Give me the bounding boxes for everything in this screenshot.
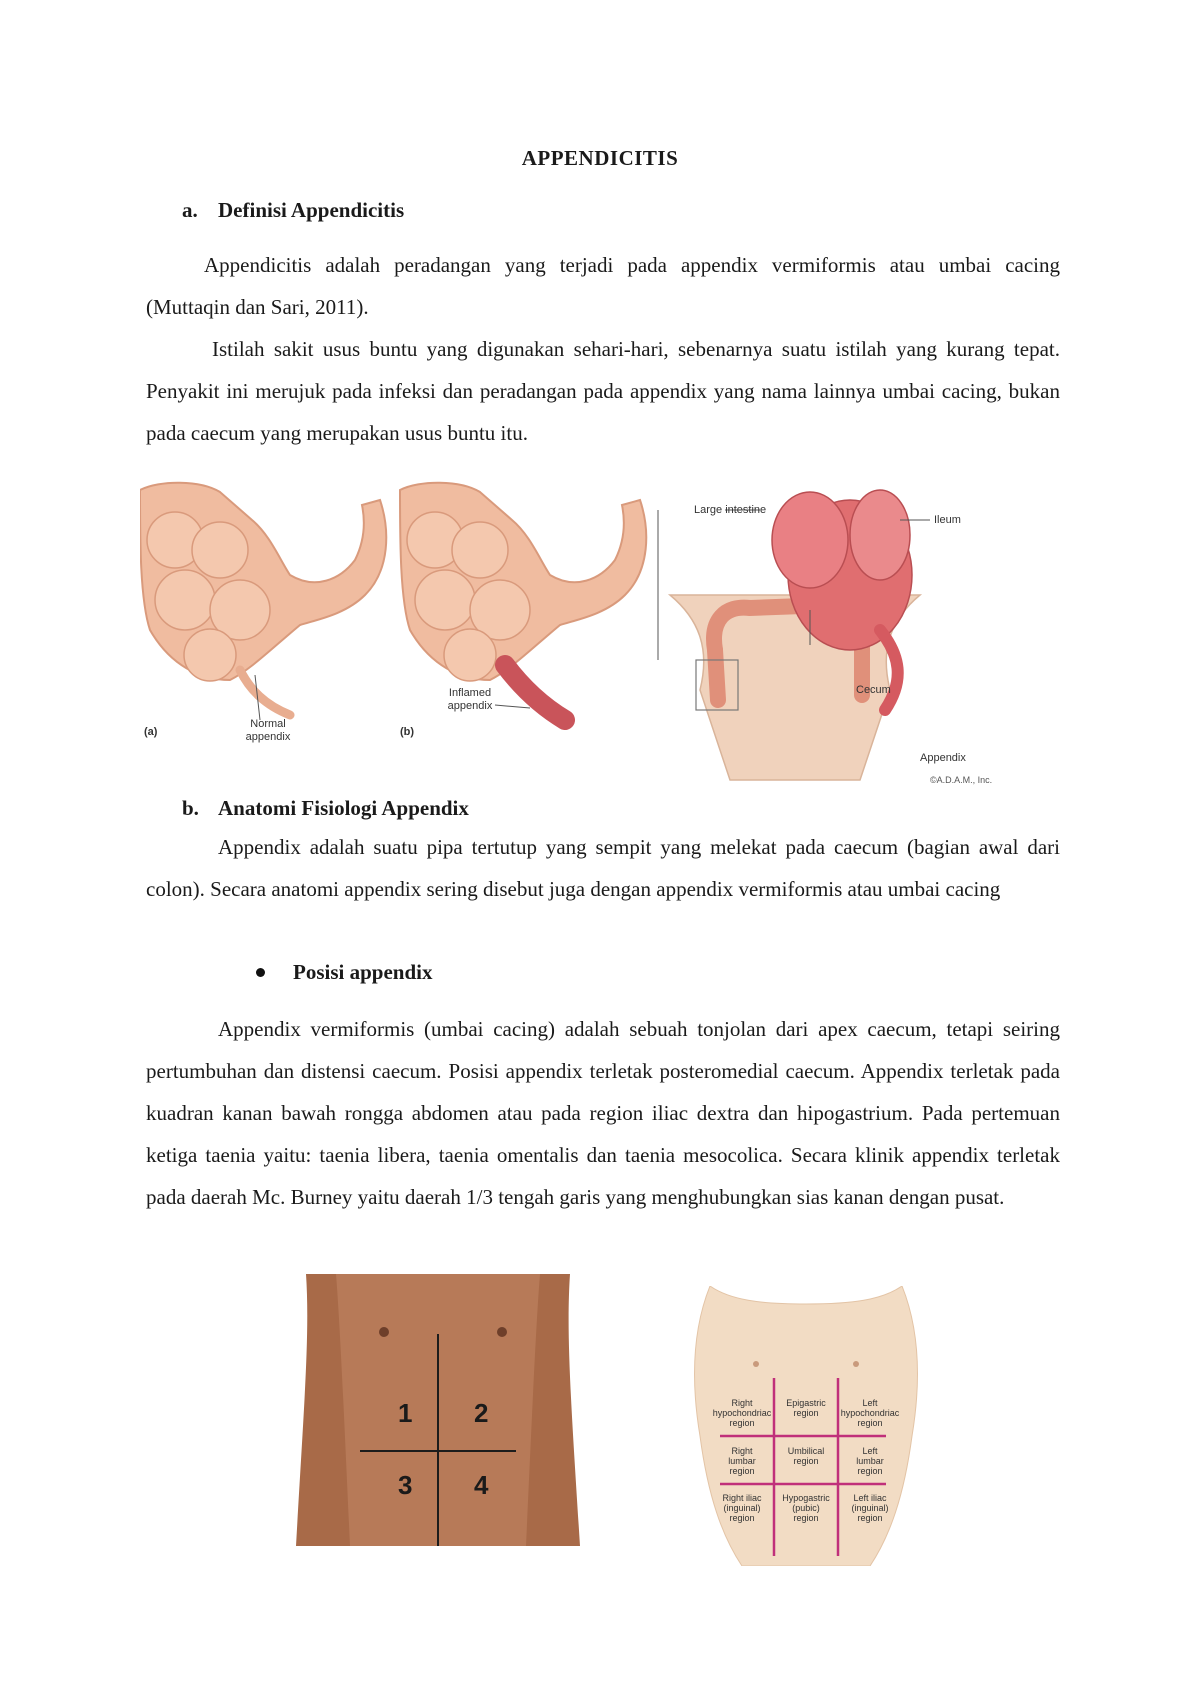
region-label-line: (inguinal) (723, 1503, 761, 1513)
cecum-label: Cecum (856, 684, 891, 696)
abdomen-photo-drawing (296, 1274, 580, 1546)
region-label-line: Left (862, 1398, 878, 1408)
section-b-title: Anatomi Fisiologi Appendix (218, 796, 469, 820)
region-label-line: (pubic) (792, 1503, 820, 1513)
section-a-paragraph-2: Istilah sakit usus buntu yang digunakan sehari-hari, sebenarnya suatu istilah yang kurang tepat. Penyakit ini merujuk pada infeksi dan peradangan pada appendix yang nama lainnya umbai cacing, bukan pada caecum yang merupakan usus buntu itu. (146, 337, 1060, 445)
region-label-line: Right iliac (722, 1493, 762, 1503)
section-a-paragraph-1: Appendicitis adalah peradangan yang terjadi pada appendix vermiformis atau umbai cacing (Muttaqin dan Sari, 2011). (146, 253, 1060, 319)
section-b-label: b. (182, 796, 199, 820)
section-b-paragraph-2: Appendix vermiformis (umbai cacing) adalah sebuah tonjolan dari apex caecum, tetapi seiring pertumbuhan dan distensi caecum. Posisi appendix terletak posteromedial caecum. Appendix terletak pada kuadran kanan bawah rongga abdomen atau pada region iliac dextra dan hipogastrium. Pada pertemuan ketiga taenia yaitu: taenia libera, taenia omentalis dan taenia mesocolica. Secara klinik appendix terletak pada daerah Mc. Burney yaitu daerah 1/3 tengah garis yang menghubungkan sias kanan dengan pusat. (146, 1017, 1060, 1209)
normal-appendix-label (228, 718, 308, 744)
bullet-posisi-appendix (256, 960, 432, 985)
region-label-line: (inguinal) (851, 1503, 889, 1513)
region-label-line: Right (731, 1398, 753, 1408)
page-title: APPENDICITIS (521, 146, 679, 170)
large-intestine-label: Large intestine (694, 504, 767, 516)
region-label-line: Hypogastric (782, 1493, 830, 1503)
figure-credit: ©A.D.A.M., Inc. (930, 775, 993, 785)
region-label-line: region (729, 1513, 755, 1523)
normal-appendix-label-line2: appendix (245, 731, 291, 743)
inflamed-appendix-label-line2: appendix (447, 700, 493, 712)
region-label (710, 1493, 774, 1523)
region-label-line: Right (731, 1446, 753, 1456)
normal-appendix-label-line1: Normal (250, 718, 286, 730)
region-label-line: lumbar (728, 1456, 756, 1466)
panel-a-tag: (a) (144, 726, 158, 738)
section-b-paragraph-1: Appendix adalah suatu pipa tertutup yang sempit yang melekat pada caecum (bagian awal dari colon). Secara anatomi appendix sering disebut juga dengan appendix vermiformis atau umbai cacing (146, 835, 1060, 901)
quadrant-2: 2 (474, 1398, 489, 1428)
inflamed-appendix-label (430, 687, 510, 713)
region-label-line: Epigastric (786, 1398, 826, 1408)
region-label (838, 1493, 902, 1523)
torso-colon-drawing (658, 490, 930, 780)
region-label-line: region (793, 1513, 819, 1523)
region-label (774, 1446, 838, 1466)
abdominal-quadrants-figure (296, 1274, 580, 1546)
quadrant-3: 3 (398, 1470, 413, 1500)
region-label-line: region (729, 1466, 755, 1476)
region-label-line: region (793, 1456, 819, 1466)
region-label-line: region (729, 1418, 755, 1428)
region-label (838, 1446, 902, 1476)
region-label (774, 1398, 838, 1418)
region-label-line: hypochondriac (840, 1408, 900, 1418)
region-label-line: Left (862, 1446, 878, 1456)
region-label (838, 1398, 902, 1428)
section-a-title: Definisi Appendicitis (218, 198, 405, 222)
quadrant-1: 1 (398, 1398, 413, 1428)
region-label-line: Left iliac (853, 1493, 887, 1503)
appendix-figure (140, 480, 1000, 790)
region-label-line: region (857, 1466, 883, 1476)
region-label-line: region (857, 1513, 883, 1523)
region-label-line: lumbar (856, 1456, 884, 1466)
quadrant-4: 4 (474, 1470, 489, 1500)
inflamed-appendix-drawing (400, 483, 646, 720)
region-label (710, 1398, 774, 1428)
section-a-heading (182, 198, 404, 223)
inflamed-appendix-label-line1: Inflamed (448, 687, 492, 699)
region-label-line: Umbilical (787, 1446, 825, 1456)
section-a-label: a. (182, 198, 198, 222)
section-b-heading (182, 796, 469, 821)
bullet-dot-icon (256, 968, 265, 977)
region-label-line: region (793, 1408, 819, 1418)
region-label-line: region (857, 1418, 883, 1428)
appendix-label: Appendix (920, 752, 966, 764)
normal-appendix-drawing (140, 483, 386, 720)
panel-b-tag: (b) (400, 726, 415, 738)
region-label (774, 1493, 838, 1523)
ileum-label: Ileum (934, 514, 961, 526)
bullet-text: Posisi appendix (293, 960, 433, 984)
region-label (710, 1446, 774, 1476)
region-label-line: hypochondriac (712, 1408, 772, 1418)
